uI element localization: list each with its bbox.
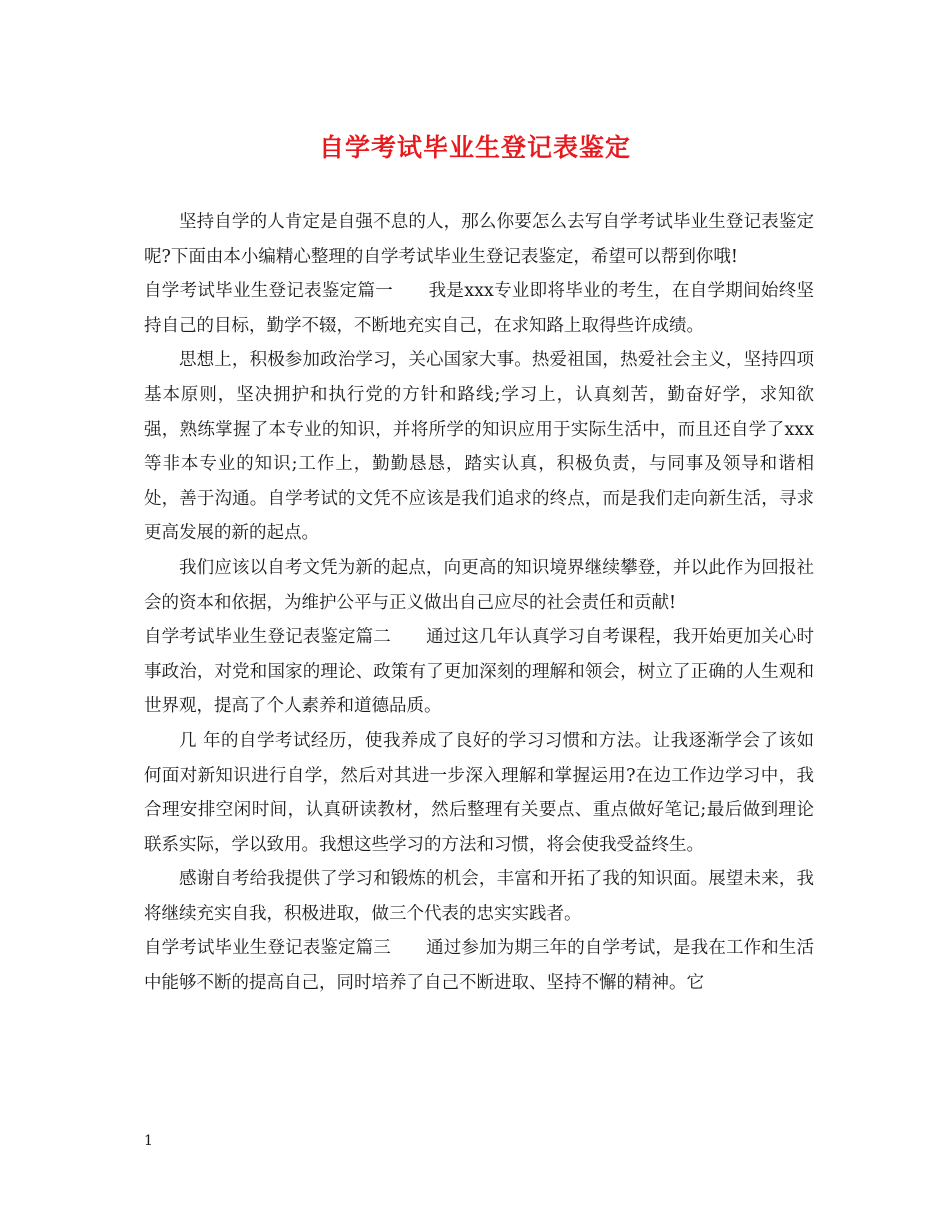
- paragraph-part2-thanks: 感谢自考给我提供了学习和锻炼的机会，丰富和开拓了我的知识面。展望未来，我将继续充实自我，积极进取，做三个代表的忠实实践者。: [144, 869, 814, 924]
- paragraph-part1-thoughts: 思想上，积极参加政治学习，关心国家大事。热爱祖国，热爱社会主义，坚持四项基本原则，坚决拥护和执行党的方针和路线;学习上，认真刻苦，勤奋好学，求知欲强，熟练掌握了本专业的知识，并将所学的知识应用于实际生活中，而且还自学了xxx等非本专业的知识;工作上，勤勤恳恳，踏实认真，积极负责，与同事及领导和谐相处，善于沟通。自学考试的文凭不应该是我们追求的终点，而是我们走向新生活，寻求更高发展的新的起点。: [144, 350, 814, 544]
- page-number: 1: [144, 1133, 153, 1149]
- paragraph-part1-conclusion: 我们应该以自考文凭为新的起点，向更高的知识境界继续攀登，并以此作为回报社会的资本和依据，为维护公平与正义做出自己应尽的社会责任和贡献!: [144, 557, 814, 613]
- document-body: [144, 205, 814, 1001]
- paragraph-part2-habits: 几 年的自学考试经历，使我养成了良好的学习习惯和方法。让我逐渐学会了该如何面对新知识进行自学，然后对其进一步深入理解和掌握运用?在边工作边学习中，我 合理安排空闲时间，认真研读教材，然后整理有关要点、重点做好笔记;最后做到理论联系实际，学以致用。我想这些学习的方法和习惯，将会使我受益终生。: [144, 730, 814, 855]
- paragraph-part3-heading: 自学考试毕业生登记表鉴定篇三 通过参加为期三年的自学考试，是我在工作和生活中能够不断的提高自己，同时培养了自己不断进取、坚持不懈的精神。它: [144, 938, 814, 994]
- paragraph-part1-heading: 自学考试毕业生登记表鉴定篇一 我是xxx专业即将毕业的考生，在自学期间始终坚持自己的目标，勤学不辍，不断地充实自己，在求知路上取得些许成绩。: [144, 281, 814, 336]
- paragraph-intro: 坚持自学的人肯定是自强不息的人，那么你要怎么去写自学考试毕业生登记表鉴定呢?下面由本小编精心整理的自学考试毕业生登记表鉴定，希望可以帮到你哦!: [144, 212, 814, 267]
- document-title: 自学考试毕业生登记表鉴定: [318, 133, 631, 162]
- paragraph-part2-heading: 自学考试毕业生登记表鉴定篇二 通过这几年认真学习自考课程，我开始更加关心时事政治，对党和国家的理论、政策有了更加深刻的理解和领会，树立了正确的人生观和世界观，提高了个人素养和道德品质。: [144, 627, 814, 717]
